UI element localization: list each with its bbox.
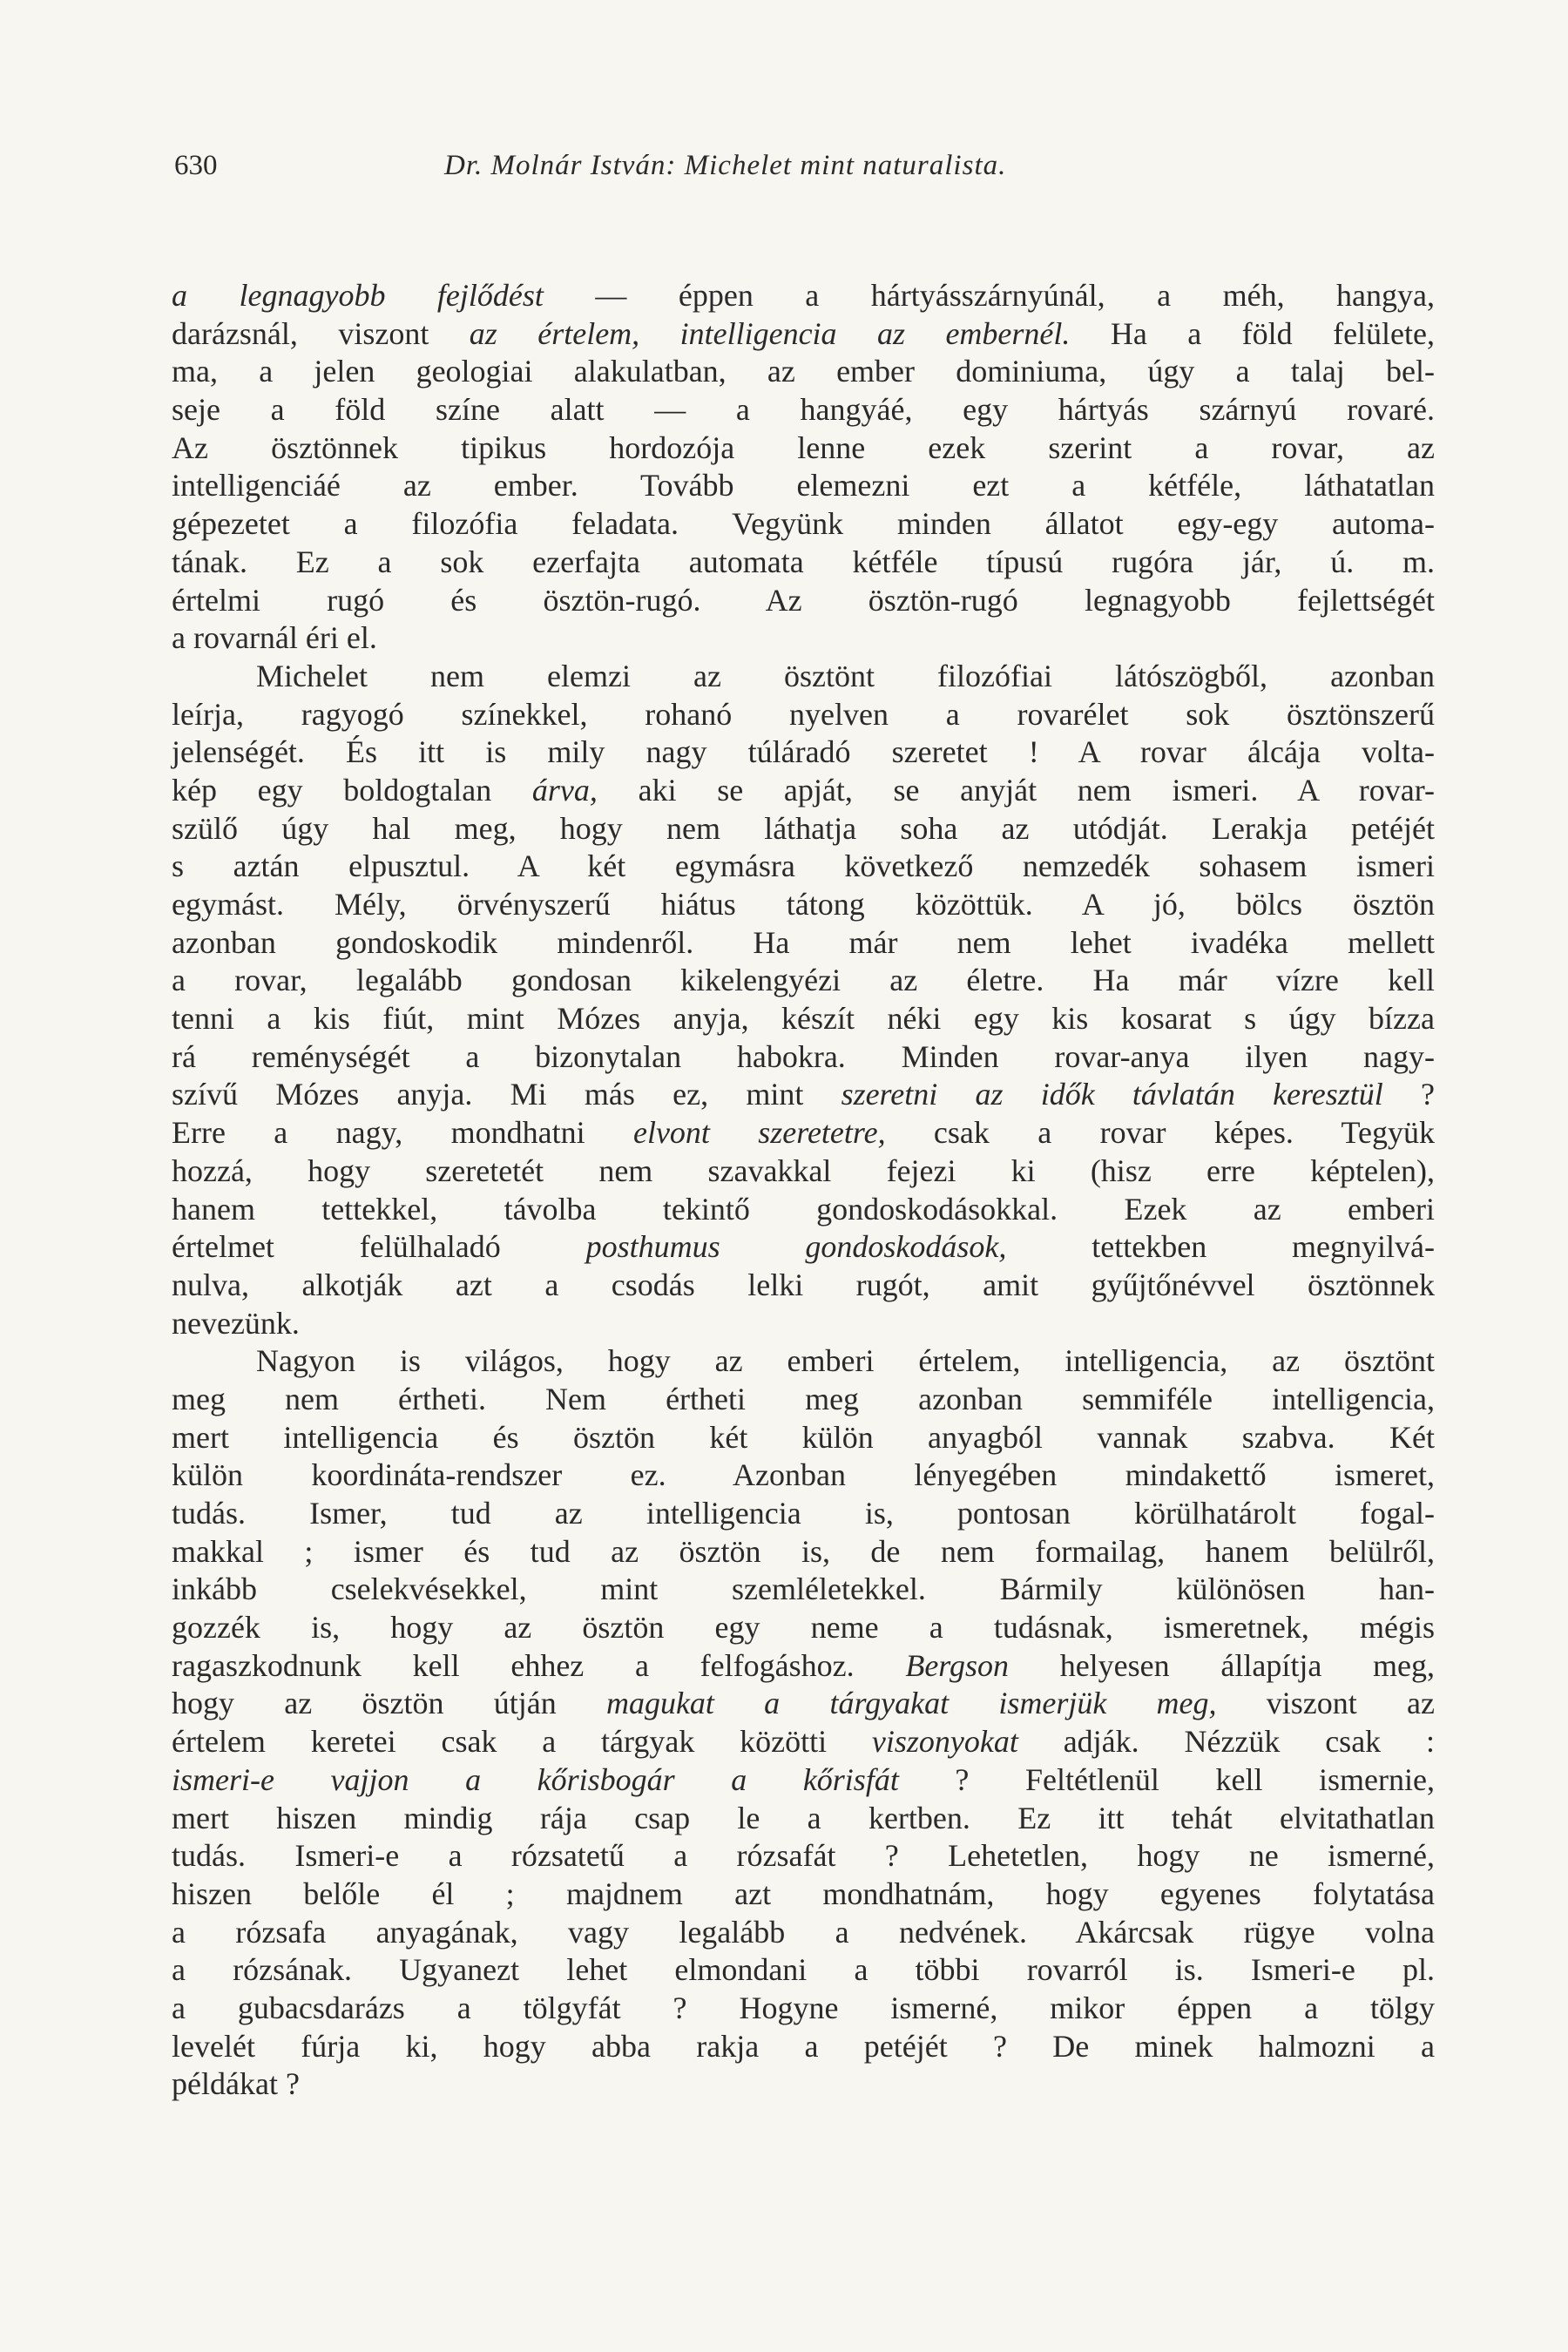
- text-line: [172, 1571, 1435, 1609]
- text-line: [172, 1647, 1435, 1686]
- text-span: ?: [1382, 1077, 1435, 1112]
- text-span: ragaszkodnunk kell ehhez a felfogáshoz.: [172, 1647, 906, 1683]
- text-span: seje a föld színe alatt — a hangyáé, egy hártyás szárnyú rovaré.: [172, 392, 1435, 428]
- text-line: [172, 848, 1435, 886]
- text-span: gépezetet a filozófia feladata. Vegyünk minden állatot egy-egy automa-: [172, 506, 1435, 542]
- text-span: szívű Mózes anyja. Mi más ez, mint: [172, 1077, 841, 1112]
- italic-text: Bergson: [905, 1647, 1009, 1683]
- text-span: azonban gondoskodik mindenről. Ha már nem lehet ivadéka mellett: [172, 924, 1435, 960]
- italic-text: posthumus gondoskodások,: [585, 1229, 1007, 1265]
- italic-text: a legnagyobb fejlődést: [172, 278, 544, 313]
- text-span: Erre a nagy, mondhatni: [172, 1115, 633, 1151]
- text-span: inkább cselekvésekkel, mint szemléletekkel. Bármily különösen han-: [172, 1571, 1435, 1607]
- text-line: [172, 277, 1435, 315]
- text-span: csak a rovar képes. Tegyük: [885, 1115, 1436, 1151]
- text-line: [172, 696, 1435, 734]
- text-span: rá reménységét a bizonytalan habokra. Minden rovar-anya ilyen nagy-: [172, 1038, 1435, 1074]
- italic-text: viszonyokat: [871, 1724, 1018, 1760]
- italic-text: szeretni az idők távlatán keresztül: [841, 1077, 1383, 1112]
- text-span: leírja, ragyogó színekkel, rohanó nyelven a rovarélet sok ösztönszerű: [172, 696, 1435, 732]
- text-line: [172, 544, 1435, 582]
- text-line: [172, 1533, 1435, 1571]
- text-line: [172, 1876, 1435, 1914]
- text-line: [172, 1152, 1435, 1191]
- text-span: Michelet nem elemzi az ösztönt filozófiai látószögből, azonban: [256, 658, 1435, 693]
- text-line: [172, 962, 1435, 1000]
- text-span: kép egy boldogtalan: [172, 772, 532, 808]
- text-line: [172, 1228, 1435, 1267]
- text-span: tudás. Ismer, tud az intelligencia is, pontosan körülhatárolt fogal-: [172, 1496, 1435, 1531]
- text-span: egymást. Mély, örvényszerű hiátus tátong közöttük. A jó, bölcs ösztön: [172, 887, 1435, 922]
- text-span: darázsnál, viszont: [172, 315, 470, 351]
- text-line: [172, 1076, 1435, 1114]
- text-span: ma, a jelen geologiai alakulatban, az ember dominiuma, úgy a talaj bel-: [172, 354, 1435, 389]
- italic-text: árva,: [531, 772, 598, 808]
- text-span: tudás. Ismeri-e a rózsatetű a rózsafát ? Lehetetlen, hogy ne ismerné,: [172, 1838, 1435, 1874]
- text-span: a rózsának. Ugyanezt lehet elmondani a többi rovarról is. Ismeri-e pl.: [172, 1952, 1435, 1988]
- text-span: nulva, alkotják azt a csodás lelki rugót, amit gyűjtőnévvel ösztönnek: [172, 1267, 1435, 1302]
- text-line: [172, 1342, 1435, 1381]
- text-span: meg nem értheti. Nem értheti meg azonban semmiféle intelligencia,: [172, 1381, 1435, 1416]
- text-line: [172, 1761, 1435, 1800]
- text-span: jelenségét. És itt is mily nagy túláradó szeretet ! A rovar álcája volta-: [172, 734, 1435, 770]
- text-span: tenni a kis fiút, mint Mózes anyja, készít néki egy kis kosarat s úgy bízza: [172, 1001, 1435, 1037]
- text-span: hozzá, hogy szeretetét nem szavakkal fejezi ki (hisz erre képtelen),: [172, 1152, 1435, 1188]
- text-line: [172, 810, 1435, 848]
- text-line: [172, 315, 1435, 354]
- text-span: — éppen a hártyásszárnyúnál, a méh, hangya,: [543, 278, 1436, 313]
- text-line: [172, 353, 1435, 391]
- text-span: s aztán elpusztul. A két egymásra következő nemzedék sohasem ismeri: [172, 848, 1435, 884]
- text-line: [172, 582, 1435, 620]
- text-line: [172, 391, 1435, 429]
- text-line: [172, 1685, 1435, 1723]
- text-line: [172, 1837, 1435, 1876]
- text-span: Ha a föld felülete,: [1070, 315, 1436, 351]
- text-span: külön koordináta-rendszer ez. Azonban lényegében mindakettő ismeret,: [172, 1457, 1435, 1493]
- text-span: értelmet felülhaladó: [172, 1229, 586, 1265]
- text-line: [172, 772, 1435, 810]
- text-span: aki se apját, se anyját nem ismeri. A rovar-: [597, 772, 1435, 808]
- text-line: [172, 886, 1435, 924]
- text-span: adják. Nézzük csak :: [1017, 1724, 1435, 1760]
- text-span: szülő úgy hal meg, hogy nem láthatja soha az utódját. Lerakja petéjét: [172, 810, 1435, 846]
- text-line: [172, 1114, 1435, 1152]
- text-span: makkal ; ismer és tud az ösztön is, de nem formailag, hanem belülről,: [172, 1533, 1435, 1569]
- text-line: [172, 924, 1435, 963]
- text-line: [172, 1000, 1435, 1038]
- text-span: hanem tettekkel, távolba tekintő gondoskodásokkal. Ezek az emberi: [172, 1191, 1435, 1227]
- text-span: tettekben megnyilvá-: [1006, 1229, 1435, 1265]
- text-line: [172, 658, 1435, 696]
- italic-text: ismeri-e vajjon a kőrisbogár a kőrisfát: [172, 1761, 899, 1797]
- text-line: [172, 1038, 1435, 1077]
- text-span: Az ösztönnek tipikus hordozója lenne ezek szerint a rovar, az: [172, 429, 1435, 465]
- text-span: intelligenciáé az ember. Tovább elemezni ezt a kétféle, láthatatlan: [172, 468, 1435, 504]
- text-span: ? Feltétlenül kell ismernie,: [898, 1761, 1436, 1797]
- text-span: mert hiszen mindig rája csap le a kertben. Ez itt tehát elvitathatlan: [172, 1800, 1435, 1835]
- text-line: [172, 619, 1435, 658]
- italic-text: elvont szeretetre,: [632, 1115, 886, 1151]
- text-span: levelét fúrja ki, hogy abba rakja a petéjét ? De minek halmozni a: [172, 2028, 1435, 2064]
- text-span: viszont az: [1216, 1686, 1436, 1721]
- text-line: [172, 1609, 1435, 1647]
- text-span: hogy az ösztön útján: [172, 1686, 606, 1721]
- text-line: [172, 467, 1435, 505]
- text-line: [172, 2065, 1435, 2104]
- text-line: [172, 733, 1435, 772]
- text-span: nevezünk.: [172, 1305, 300, 1341]
- text-span: példákat ?: [172, 2066, 300, 2102]
- text-line: [172, 1800, 1435, 1838]
- text-span: a rózsafa anyagának, vagy legalább a nedvének. Akárcsak rügye volna: [172, 1914, 1435, 1950]
- running-title: Dr. Molnár István: Michelet mint naturalista.: [444, 150, 1007, 181]
- text-line: [172, 1305, 1435, 1343]
- text-span: hiszen belőle él ; majdnem azt mondhatnám, hogy egyenes folytatása: [172, 1876, 1435, 1911]
- text-span: értelmi rugó és ösztön-rugó. Az ösztön-rugó legnagyobb fejlettségét: [172, 582, 1435, 618]
- text-line: [172, 1914, 1435, 1952]
- text-line: [172, 1191, 1435, 1229]
- text-line: [172, 1990, 1435, 2028]
- text-line: [172, 1381, 1435, 1419]
- text-span: helyesen állapítja meg,: [1008, 1647, 1435, 1683]
- text-line: [172, 505, 1435, 544]
- text-line: [172, 1419, 1435, 1457]
- text-span: tának. Ez a sok ezerfajta automata kétféle típusú rugóra jár, ú. m.: [172, 544, 1435, 579]
- text-line: [172, 1951, 1435, 1990]
- page-header: [174, 144, 1437, 187]
- text-line: [172, 1456, 1435, 1495]
- text-span: értelem keretei csak a tárgyak közötti: [172, 1724, 872, 1760]
- text-span: Nagyon is világos, hogy az emberi értelem, intelligencia, az ösztönt: [256, 1343, 1435, 1379]
- text-span: gozzék is, hogy az ösztön egy neme a tudásnak, ismeretnek, mégis: [172, 1610, 1435, 1646]
- text-line: [172, 2028, 1435, 2066]
- body-text: [172, 277, 1435, 2104]
- text-span: a rovar, legalább gondosan kikelengyézi az életre. Ha már vízre kell: [172, 963, 1435, 998]
- text-line: [172, 429, 1435, 468]
- text-line: [172, 1723, 1435, 1761]
- italic-text: az értelem, intelligencia az embernél.: [469, 315, 1071, 351]
- text-line: [172, 1495, 1435, 1533]
- text-span: mert intelligencia és ösztön két külön anyagból vannak szabva. Két: [172, 1419, 1435, 1455]
- page-number: 630: [174, 150, 218, 181]
- text-span: a rovarnál éri el.: [172, 620, 377, 656]
- italic-text: magukat a tárgyakat ismerjük meg,: [605, 1686, 1217, 1721]
- text-line: [172, 1267, 1435, 1305]
- text-span: a gubacsdarázs a tölgyfát ? Hogyne ismerné, mikor éppen a tölgy: [172, 1990, 1435, 2025]
